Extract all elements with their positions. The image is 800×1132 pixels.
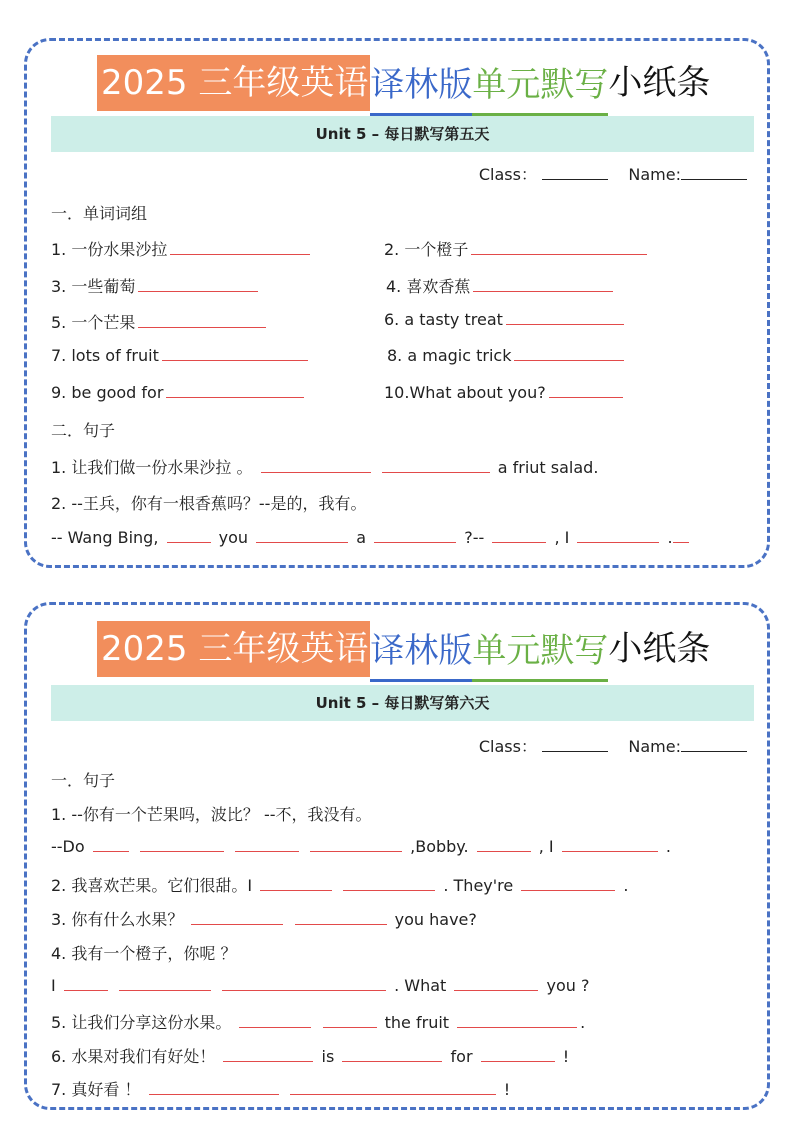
answer-blank[interactable] <box>549 383 623 398</box>
name-blank[interactable] <box>681 164 747 180</box>
section-heading-words: 一．单词词组 <box>51 204 148 223</box>
dictation-card-day5 <box>24 38 770 568</box>
card-title <box>97 55 710 111</box>
answer-blank[interactable] <box>138 277 258 292</box>
answer-blank[interactable] <box>481 1047 555 1062</box>
answer-blank[interactable] <box>506 310 624 325</box>
answer-blank[interactable] <box>673 528 689 543</box>
answer-blank[interactable] <box>222 976 386 991</box>
word-item-6: 6. a tasty treat <box>384 310 627 329</box>
section-heading-sentences: 一．句子 <box>51 771 116 790</box>
answer-blank[interactable] <box>256 528 348 543</box>
answer-blank[interactable] <box>261 458 371 473</box>
answer-blank[interactable] <box>477 837 531 852</box>
section-heading-sentences: 二．句子 <box>51 421 116 440</box>
answer-blank[interactable] <box>342 1047 442 1062</box>
class-blank[interactable] <box>542 164 608 180</box>
answer-blank[interactable] <box>374 528 456 543</box>
word-item-4: 4. 喜欢香蕉 <box>386 274 616 297</box>
answer-blank[interactable] <box>138 313 266 328</box>
answer-blank[interactable] <box>167 528 211 543</box>
title-blue: 译林版 <box>370 57 472 116</box>
word-item-7: 7. lots of fruit <box>51 346 311 365</box>
answer-blank[interactable] <box>290 1080 496 1095</box>
word-item-8: 8. a magic trick <box>387 346 627 365</box>
answer-blank[interactable] <box>239 1013 311 1028</box>
answer-blank[interactable] <box>119 976 211 991</box>
sentence-2-english: -- Wang Bing, you a ?-- , I . <box>51 528 692 547</box>
answer-blank[interactable] <box>295 910 387 925</box>
answer-blank[interactable] <box>577 528 659 543</box>
title-blue: 译林版 <box>370 623 472 682</box>
sentence-4-english: I . What you ? <box>51 976 590 995</box>
answer-blank[interactable] <box>149 1080 279 1095</box>
answer-blank[interactable] <box>454 976 538 991</box>
answer-blank[interactable] <box>166 383 304 398</box>
answer-blank[interactable] <box>162 346 308 361</box>
sentence-7: 7. 真好看 ！ ! <box>51 1080 511 1099</box>
title-orange: 2025 三年级英语 <box>97 621 370 677</box>
unit-heading: Unit 5 – 每日默写第五天 <box>51 116 754 152</box>
title-green: 单元默写 <box>472 57 608 116</box>
answer-blank[interactable] <box>310 837 402 852</box>
answer-blank[interactable] <box>140 837 224 852</box>
class-label: Class： <box>478 165 537 184</box>
sentence-6: 6. 水果对我们有好处！ is for ! <box>51 1047 570 1066</box>
unit-heading: Unit 5 – 每日默写第六天 <box>51 685 754 721</box>
answer-blank[interactable] <box>191 910 283 925</box>
word-item-2: 2. 一个橙子 <box>384 237 650 260</box>
sentence-1-chinese: 1. --你有一个芒果吗，波比？ --不，我没有。 <box>51 805 372 824</box>
answer-blank[interactable] <box>93 837 129 852</box>
answer-blank[interactable] <box>562 837 658 852</box>
title-green: 单元默写 <box>472 623 608 682</box>
answer-blank[interactable] <box>235 837 299 852</box>
answer-blank[interactable] <box>170 240 310 255</box>
answer-blank[interactable] <box>492 528 546 543</box>
dictation-card-day6 <box>24 602 770 1110</box>
title-black: 小纸条 <box>608 629 711 669</box>
sentence-4-chinese: 4. 我有一个橙子，你呢 ？ <box>51 944 237 963</box>
word-item-10: 10.What about you? <box>384 383 626 402</box>
sentence-2-chinese: 2. --王兵，你有一根香蕉吗？--是的，我有。 <box>51 494 367 513</box>
answer-blank[interactable] <box>457 1013 577 1028</box>
answer-blank[interactable] <box>343 876 435 891</box>
sentence-1-english: --Do ,Bobby. , I . <box>51 837 671 856</box>
answer-blank[interactable] <box>471 240 647 255</box>
class-label: Class： <box>478 737 537 756</box>
name-blank[interactable] <box>681 736 747 752</box>
title-orange: 2025 三年级英语 <box>97 55 370 111</box>
name-label: Name: <box>628 737 681 756</box>
name-label: Name: <box>628 165 681 184</box>
answer-blank[interactable] <box>521 876 615 891</box>
title-black: 小纸条 <box>608 63 711 103</box>
answer-blank[interactable] <box>260 876 332 891</box>
answer-blank[interactable] <box>223 1047 313 1062</box>
answer-blank[interactable] <box>473 277 613 292</box>
word-item-1: 1. 一份水果沙拉 <box>51 237 313 260</box>
sentence-1: 1. 让我们做一份水果沙拉 。 a friut salad. <box>51 458 599 477</box>
class-blank[interactable] <box>542 736 608 752</box>
sentence-2: 2. 我喜欢芒果。它们很甜。I . They're . <box>51 876 629 895</box>
sentence-3: 3. 你有什么水果？ you have? <box>51 910 477 929</box>
sentence-5: 5. 让我们分享这份水果。 the fruit . <box>51 1013 586 1032</box>
class-name-row <box>479 162 747 185</box>
card-title <box>97 621 710 677</box>
word-item-9: 9. be good for <box>51 383 307 402</box>
word-item-3: 3. 一些葡萄 <box>51 274 261 297</box>
answer-blank[interactable] <box>382 458 490 473</box>
answer-blank[interactable] <box>323 1013 377 1028</box>
class-name-row <box>479 734 747 757</box>
word-item-5: 5. 一个芒果 <box>51 310 269 333</box>
answer-blank[interactable] <box>514 346 624 361</box>
answer-blank[interactable] <box>64 976 108 991</box>
